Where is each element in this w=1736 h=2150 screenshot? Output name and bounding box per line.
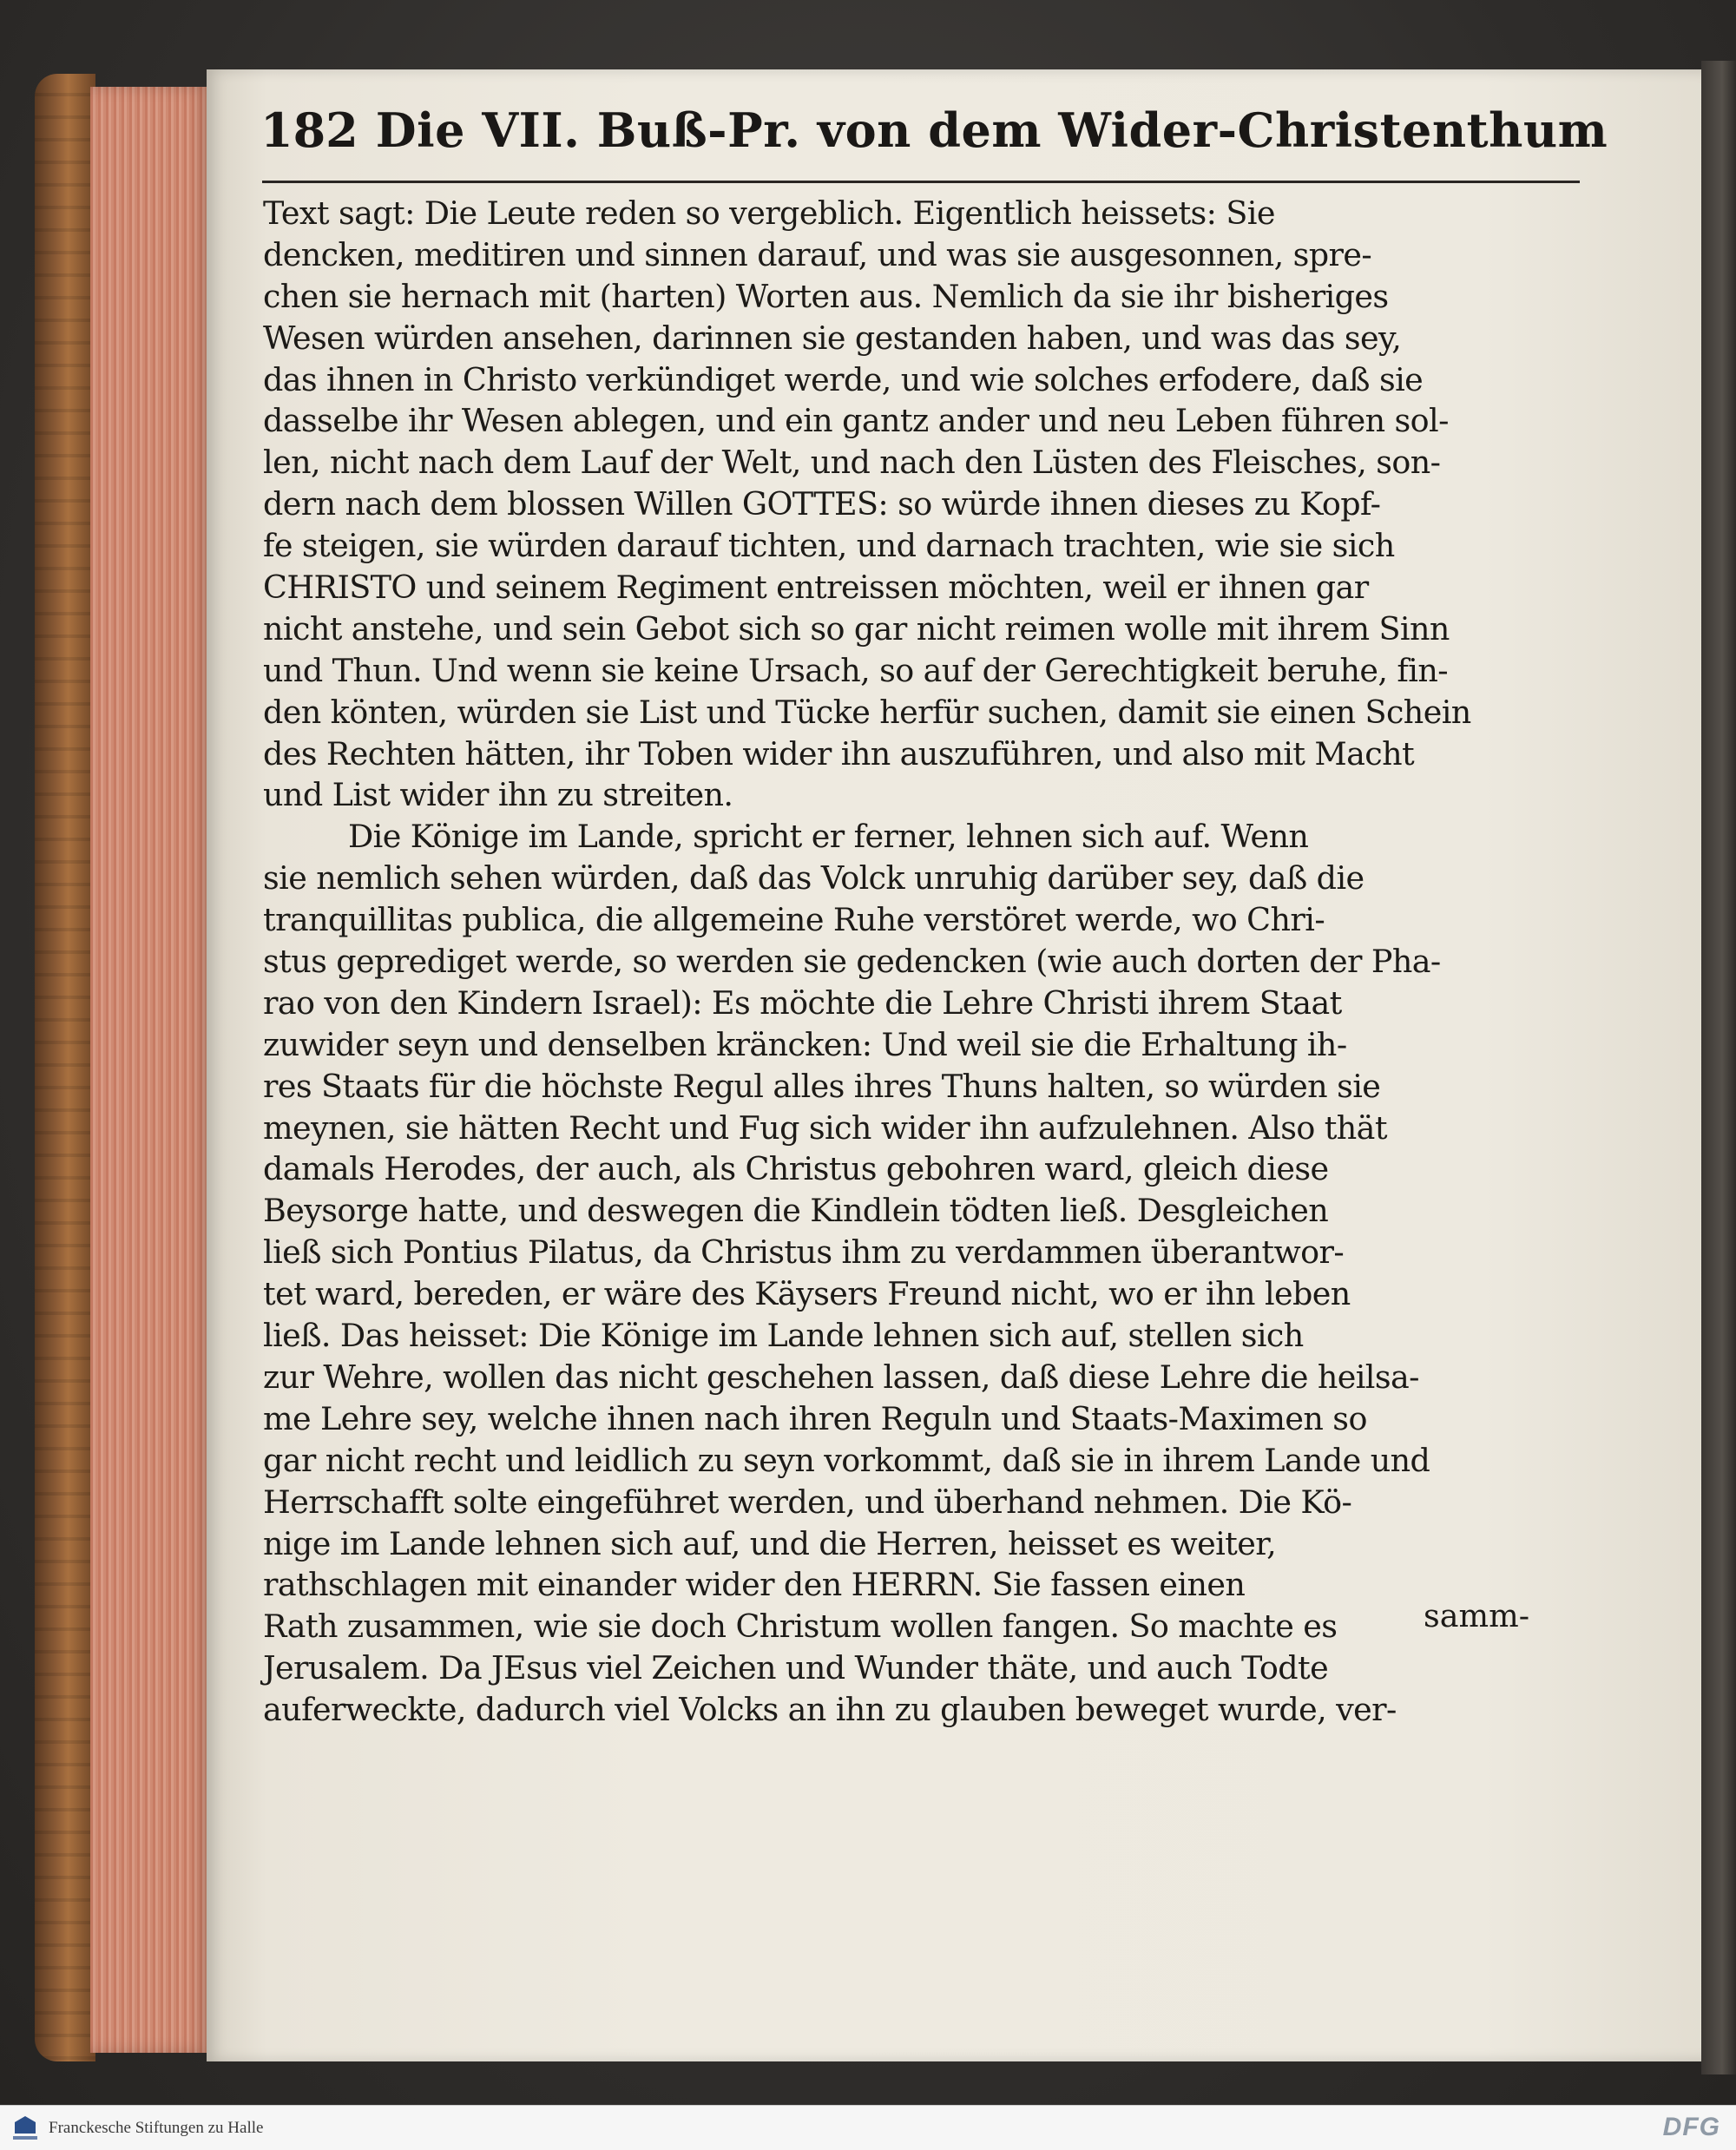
page-header — [260, 102, 1608, 172]
text-line: fe steigen, sie würden darauf tichten, und darnach trachten, wie sie sich — [263, 527, 1395, 565]
text-line: dasselbe ihr Wesen ablegen, und ein gantz ander und neu Leben führen sol- — [263, 402, 1449, 440]
text-line: Die Könige im Lande, spricht er ferner, lehnen sich auf. Wenn — [348, 818, 1309, 856]
text-line: stus geprediget werde, so werden sie gedencken (wie auch dorten der Pha- — [263, 943, 1441, 981]
text-line: tranquillitas publica, die allgemeine Ruhe verstöret werde, wo Chri- — [263, 901, 1325, 939]
text-line: den könten, würden sie List und Tücke herfür suchen, damit sie einen Schein — [263, 693, 1471, 731]
text-line: Wesen würden ansehen, darinnen sie gestanden haben, und was das sey, — [263, 319, 1402, 357]
text-line: Beysorge hatte, und deswegen die Kindlein tödten ließ. Desgleichen — [263, 1192, 1329, 1230]
text-line: und List wider ihn zu streiten. — [263, 776, 733, 814]
text-line: auferweckte, dadurch viel Volcks an ihn zu glauben beweget wurde, ver- — [263, 1691, 1397, 1729]
body-text — [263, 193, 1582, 1731]
text-line: des Rechten hätten, ihr Toben wider ihn auszuführen, und also mit Macht — [263, 734, 1415, 773]
catchword: samm- — [1424, 1597, 1530, 1634]
text-line: dencken, meditiren und sinnen darauf, und was sie ausgesonnen, spre- — [263, 235, 1372, 273]
text-line: Rath zusammen, wie sie doch Christum wollen fangen. So machte es — [263, 1608, 1338, 1646]
facing-page-edge — [1701, 61, 1736, 2074]
header-rule — [262, 181, 1580, 183]
text-line: len, nicht nach dem Lauf der Welt, und nach den Lüsten des Fleisches, son- — [263, 444, 1441, 482]
text-line: Jerusalem. Da JEsus viel Zeichen und Wunder thäte, und auch Todte — [263, 1649, 1329, 1687]
text-line: ließ. Das heisset: Die Könige im Lande lehnen sich auf, stellen sich — [263, 1317, 1304, 1355]
text-line: und Thun. Und wenn sie keine Ursach, so auf der Gerechtigkeit beruhe, fin- — [263, 651, 1449, 689]
text-line: gar nicht recht und leidlich zu seyn vorkommt, daß sie in ihrem Lande und — [263, 1441, 1430, 1479]
text-line: res Staats für die höchste Regul alles ihres Thuns halten, so würden sie — [263, 1067, 1381, 1105]
text-line: damals Herodes, der auch, als Christus gebohren ward, gleich diese — [263, 1150, 1329, 1188]
book-spine — [35, 74, 95, 2061]
text-line: dern nach dem blossen Willen GOTTES: so würde ihnen dieses zu Kopf- — [263, 485, 1381, 523]
institution-logo-icon — [10, 2112, 40, 2145]
text-line: zur Wehre, wollen das nicht geschehen lassen, daß diese Lehre die heilsa- — [263, 1358, 1419, 1396]
running-title: Die VII. Buß-Pr. von dem Wider-Christenthum — [375, 102, 1608, 158]
text-line: Text sagt: Die Leute reden so vergeblich. Eigentlich heissets: Sie — [263, 194, 1275, 232]
institution-name: Franckesche Stiftungen zu Halle — [49, 2118, 264, 2137]
text-line: Herrschafft solte eingeführet werden, und überhand nehmen. Die Kö- — [263, 1483, 1352, 1521]
text-line: zuwider seyn und denselben kräncken: Und weil sie die Erhaltung ih- — [263, 1025, 1347, 1063]
text-line: rathschlagen mit einander wider den HERRN. Sie fassen einen — [263, 1566, 1246, 1604]
dfg-logo: DFG — [1662, 2113, 1720, 2141]
text-line: ließ sich Pontius Pilatus, da Christus ihm zu verdammen überantwor- — [263, 1233, 1345, 1272]
text-line: tet ward, bereden, er wäre des Käysers Freund nicht, wo er ihn leben — [263, 1275, 1351, 1313]
page-number: 182 — [260, 102, 358, 158]
text-line: nige im Lande lehnen sich auf, und die Herren, heisset es weiter, — [263, 1524, 1277, 1562]
text-line: nicht anstehe, und sein Gebot sich so gar nicht reimen wolle mit ihrem Sinn — [263, 609, 1450, 648]
text-line: sie nemlich sehen würden, daß das Volck unruhig darüber sey, daß die — [263, 859, 1364, 897]
page-edges — [90, 87, 210, 2053]
text-line: CHRISTO und seinem Regiment entreissen möchten, weil er ihnen gar — [263, 569, 1369, 607]
text-line: chen sie hernach mit (harten) Worten aus. Nemlich da sie ihr bisheriges — [263, 277, 1389, 315]
text-line: meynen, sie hätten Recht und Fug sich wider ihn aufzulehnen. Also thät — [263, 1108, 1387, 1147]
text-line: das ihnen in Christo verkündiget werde, und wie solches erfodere, daß sie — [263, 360, 1424, 398]
text-line: me Lehre sey, welche ihnen nach ihren Reguln und Staats-Maximen so — [263, 1399, 1367, 1437]
text-line: rao von den Kindern Israel): Es möchte die Lehre Christi ihrem Staat — [263, 983, 1342, 1022]
viewer-footer — [0, 2105, 1736, 2150]
